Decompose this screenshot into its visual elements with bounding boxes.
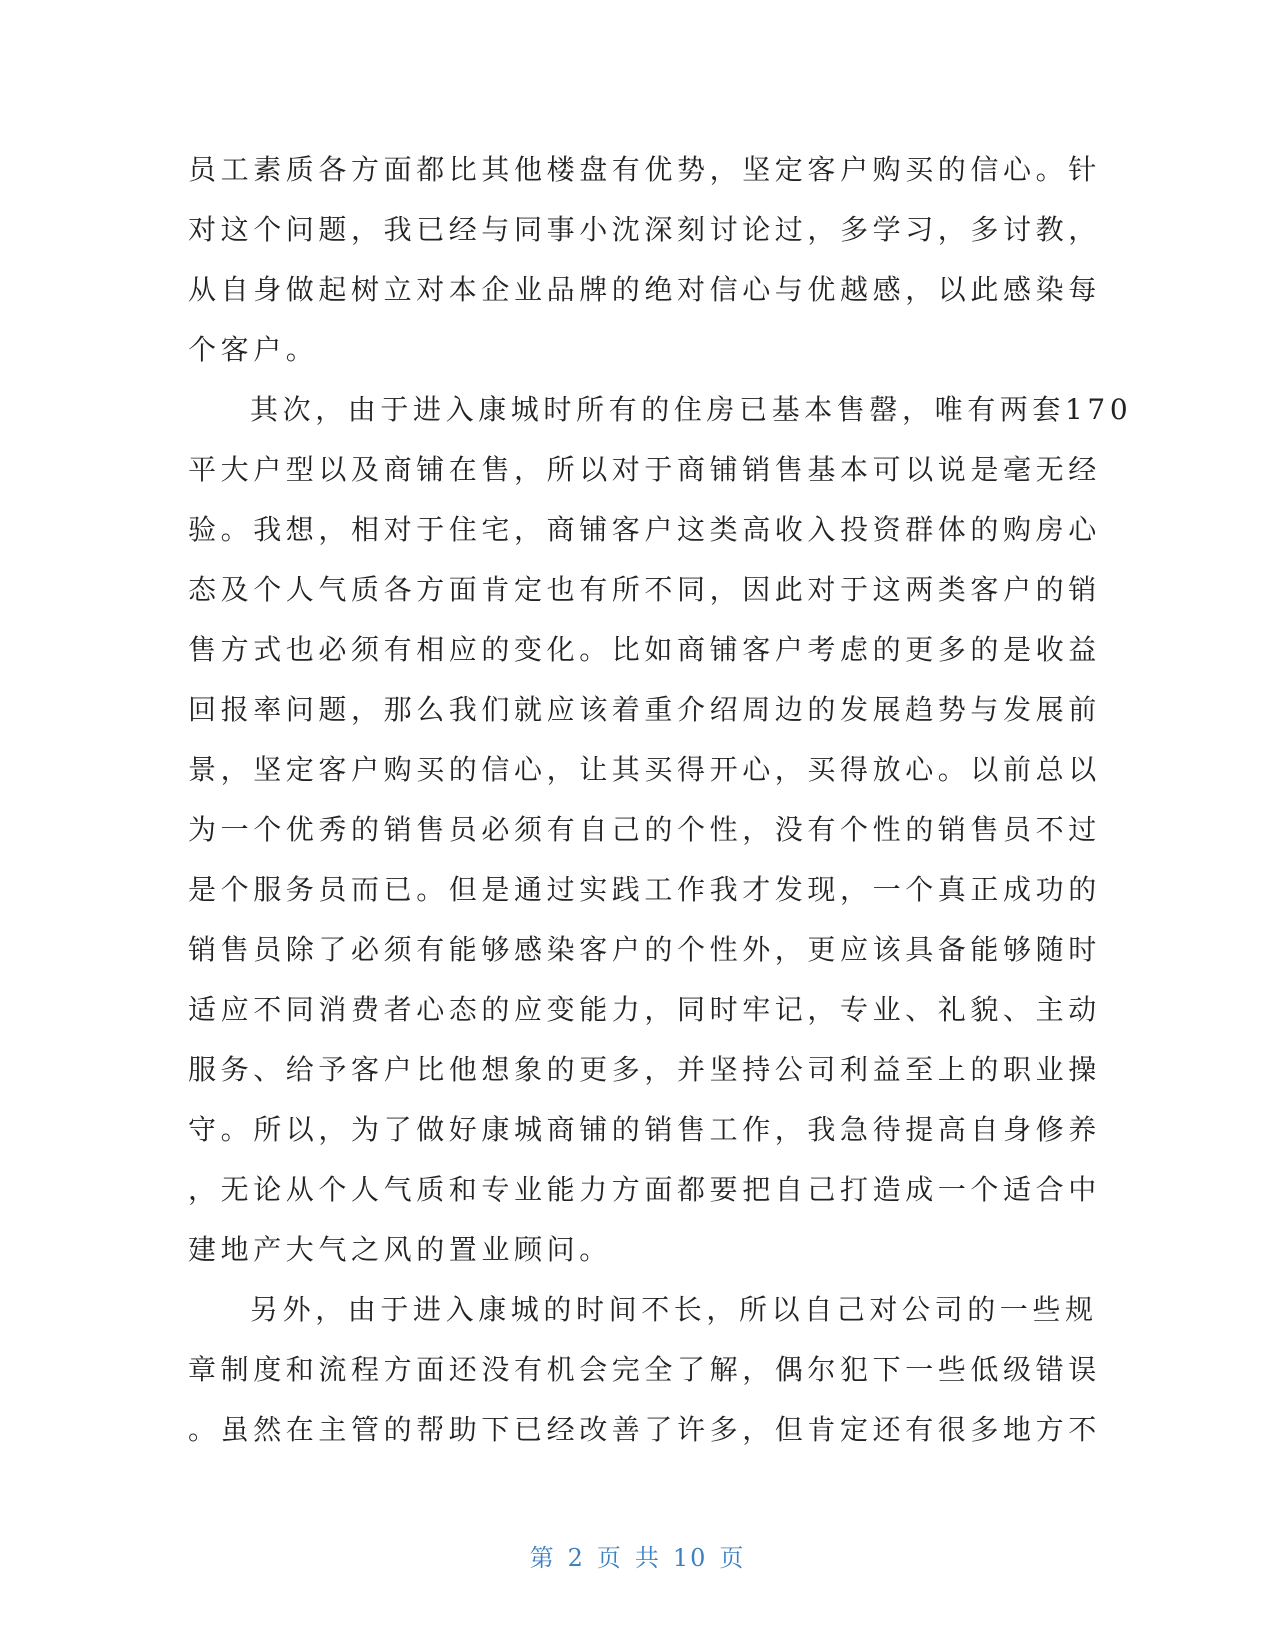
paragraph — [188, 140, 1101, 380]
text-line: 为一个优秀的销售员必须有自己的个性，没有个性的销售员不过 — [188, 813, 1101, 846]
text-line: 适应不同消费者心态的应变能力，同时牢记，专业、礼貌、主动 — [188, 993, 1101, 1026]
paragraph — [188, 380, 1133, 1280]
paragraph — [188, 1280, 1101, 1460]
text-line: 是个服务员而已。但是通过实践工作我才发现，一个真正成功的 — [188, 873, 1101, 906]
footer-current-page: 2 — [567, 1544, 585, 1572]
text-line: 员工素质各方面都比其他楼盘有优势，坚定客户购买的信心。针 — [188, 153, 1101, 186]
text-line: ，无论从个人气质和专业能力方面都要把自己打造成一个适合中 — [188, 1173, 1101, 1206]
text-line: 对这个问题，我已经与同事小沈深刻讨论过，多学习，多讨教， — [188, 213, 1101, 246]
text-line: 另外，由于进入康城的时间不长，所以自己对公司的一些规 — [250, 1293, 1098, 1326]
footer-suffix: 页 — [719, 1544, 746, 1572]
document-body — [188, 140, 1133, 1460]
footer-prefix: 第 — [529, 1544, 556, 1572]
footer-page-word: 页 — [596, 1544, 623, 1572]
text-line: 售方式也必须有相应的变化。比如商铺客户考虑的更多的是收益 — [188, 633, 1101, 666]
text-line: 其次，由于进入康城时所有的住房已基本售罄，唯有两套170 — [250, 393, 1133, 426]
text-line: 验。我想，相对于住宅，商铺客户这类高收入投资群体的购房心 — [188, 513, 1101, 546]
text-line: 销售员除了必须有能够感染客户的个性外，更应该具备能够随时 — [188, 933, 1101, 966]
text-line: 从自身做起树立对本企业品牌的绝对信心与优越感，以此感染每 — [188, 273, 1101, 306]
footer-total-word: 共 — [634, 1544, 661, 1572]
text-line: 个客户。 — [188, 333, 319, 366]
page-footer — [0, 1538, 1275, 1573]
text-line: 回报率问题，那么我们就应该着重介绍周边的发展趋势与发展前 — [188, 693, 1101, 726]
text-line: 态及个人气质各方面肯定也有所不同，因此对于这两类客户的销 — [188, 573, 1101, 606]
text-line: 守。所以，为了做好康城商铺的销售工作，我急待提高自身修养 — [188, 1113, 1101, 1146]
text-line: 章制度和流程方面还没有机会完全了解，偶尔犯下一些低级错误 — [188, 1353, 1101, 1386]
text-line: 服务、给予客户比他想象的更多，并坚持公司利益至上的职业操 — [188, 1053, 1101, 1086]
text-line: 建地产大气之风的置业顾问。 — [188, 1233, 612, 1266]
text-line: 平大户型以及商铺在售，所以对于商铺销售基本可以说是毫无经 — [188, 453, 1101, 486]
text-line: 。虽然在主管的帮助下已经改善了许多，但肯定还有很多地方不 — [188, 1413, 1101, 1446]
footer-total-pages: 10 — [672, 1544, 708, 1572]
text-line: 景，坚定客户购买的信心，让其买得开心，买得放心。以前总以 — [188, 753, 1101, 786]
